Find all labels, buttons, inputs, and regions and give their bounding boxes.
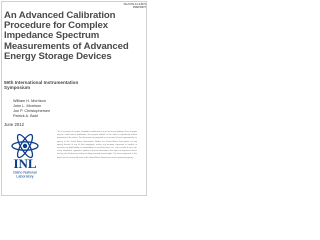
report-type: PREPRINT bbox=[132, 6, 146, 9]
author-list bbox=[13, 99, 50, 119]
logo-name-line1: Idaho National bbox=[13, 170, 37, 175]
logo-name-line2: Laboratory bbox=[16, 174, 34, 179]
document-page bbox=[0, 0, 149, 198]
document-title: An Advanced Calibration Procedure for Complex Impedance Spectrum Measurements of Advanced Energy Storage Devices bbox=[4, 10, 129, 62]
preprint-notice: This is a preprint of a paper intended for publication in a journal or proceedings. Since changes may be made before publication, this preprint should not be cited or reproduced without permission of the author. This document was prepared as an account of work sponsored by an agency of the United States Government. Neither the United States Government nor any agency thereof, or any of their employees, makes any warranty, expressed or implied, or assumes any legal liability or responsibility for any third party's use, or the results of such use, of any information, apparatus, product or process disclosed in this report, or represents that its use by such third party would not infringe privately owned rights. The views expressed in this paper are not necessarily those of the United States Government or the sponsoring agency. bbox=[57, 131, 137, 159]
author: John L. Morrison bbox=[13, 103, 42, 108]
logo-letters: INL bbox=[13, 156, 37, 171]
author: Patrick A. Bald bbox=[13, 113, 38, 118]
publication-date: June 2012 bbox=[4, 122, 25, 127]
inl-logo bbox=[6, 134, 44, 180]
report-number: INL/CON-12-24573 bbox=[123, 3, 146, 6]
report-number-block bbox=[124, 3, 146, 9]
author: William H. Morrison bbox=[13, 99, 46, 103]
author: Jon P. Christophersen bbox=[13, 108, 51, 113]
conference-name: 59th International Instrumentation Symposium bbox=[4, 80, 79, 91]
